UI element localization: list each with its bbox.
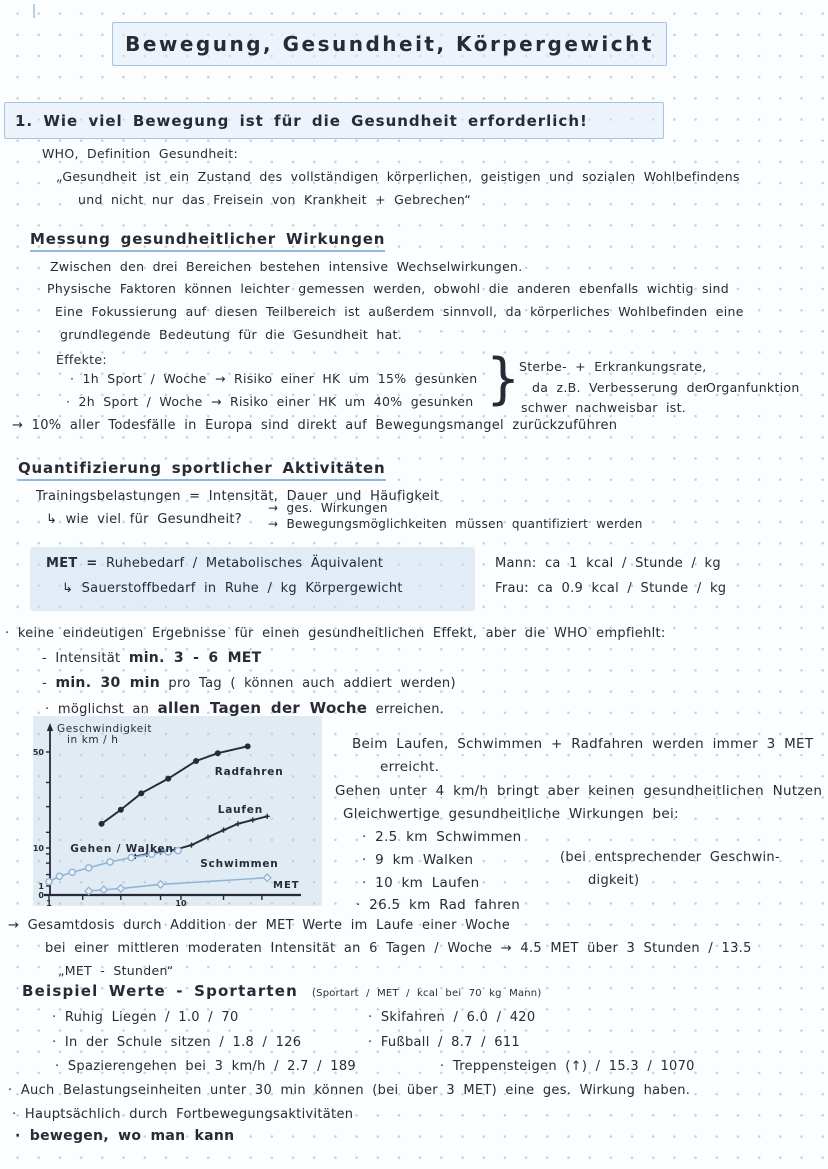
item3-post: erreichen. [367,702,445,717]
chart-note-line3: Gehen unter 4 km/h bringt aber keinen gesundheitlichen Nutzen [335,783,823,799]
met-line1-rest: Ruhebedarf / Metabolisches Äquivalent [97,556,384,571]
svg-text:1: 1 [46,899,52,906]
chart-note-item3: · 10 km Laufen [362,875,480,891]
beispiel-left-2: · In der Schule sitzen / 1.8 / 126 [52,1035,302,1050]
quant-line2: ↳ wie viel für Gesundheit? [46,512,242,527]
bracket-note-line2: da z.B. Verbesserung der [532,380,709,395]
who-quote-line1: „Gesundheit ist ein Zustand des vollständigen körperlichen, geistigen und sozialen Wohlbefindens [56,169,740,184]
met-speed-chart [33,716,322,906]
beispiel-right-1: · Skifahren / 6.0 / 420 [368,1010,536,1025]
beispiele-heading [22,984,541,1001]
section1-heading-box [4,102,664,139]
svg-text:10: 10 [175,899,187,906]
curly-brace: } [486,346,521,411]
messung-line3: Eine Fokussierung auf diesen Teilbereich ist außerdem sinnvoll, da körperliches Wohlbefinden eine [55,304,744,319]
bracket-note-line3: schwer nachweisbar ist. [521,400,687,415]
beispiel-left-1: · Ruhig Liegen / 1.0 / 70 [52,1010,239,1025]
quant-branch1: → ges. Wirkungen [268,501,388,515]
messung-heading: Messung gesundheitlicher Wirkungen [30,230,385,252]
messung-line1: Zwischen den drei Bereichen bestehen intensive Wechselwirkungen. [50,259,523,274]
svg-text:Schwimmen: Schwimmen [200,857,279,870]
svg-text:MET: MET [273,880,300,891]
beispiele-heading-note: (Sportart / MET / kcal bei 70 kg Mann) [312,988,542,999]
chart-note-line4: Gleichwertige gesundheitliche Wirkungen bei: [343,806,679,822]
chart-note-aside2: digkeit) [588,873,640,888]
who-definition-label: WHO, Definition Gesundheit: [42,146,239,161]
met-line2: ↳ Sauerstoffbedarf in Ruhe / kg Körpergewicht [62,581,403,596]
chart-panel [33,716,322,906]
beispiel-right-2: · Fußball / 8.7 / 611 [368,1035,520,1050]
svg-text:1: 1 [38,882,44,891]
item3-pre: · möglichst an [45,702,158,717]
beispiel-right-3: · Treppensteigen (↑) / 15.3 / 1070 [440,1059,695,1074]
who-quote-line2: und nicht nur das Freisein von Krankheit + Gebrechen“ [78,192,471,207]
beispiele-heading-text: Beispiel Werte - Sportarten [22,982,299,1000]
svg-text:0: 0 [38,891,44,900]
gesamtdosis-line3: „MET - Stunden“ [58,963,174,978]
met-frau-value: Frau: ca 0.9 kcal / Stunde / kg [495,581,727,596]
schluss-line2: · Hauptsächlich durch Fortbewegungsaktivitäten [12,1107,354,1122]
item2-post: pro Tag ( können auch addiert werden) [160,676,456,691]
chart-note-line1: Beim Laufen, Schwimmen + Radfahren werden immer 3 MET [352,736,814,752]
who-empfehlung-item1 [42,651,262,666]
who-empfehlung-item2 [42,676,456,691]
section1-heading: 1. Wie viel Bewegung ist für die Gesundheit erforderlich! [15,111,588,130]
page-title: Bewegung, Gesundheit, Körpergewicht [125,32,654,56]
gesamtdosis-line1: → Gesamtdosis durch Addition der MET Werte im Laufe einer Woche [8,918,511,933]
chart-note-aside1: (bei entsprechender Geschwin- [560,850,780,865]
item2-pre: - [42,676,56,691]
messung-line2: Physische Faktoren können leichter gemessen werden, obwohl die anderen ebenfalls wichtig sind [47,281,729,296]
quantifizierung-heading: Quantifizierung sportlicher Aktivitäten [18,459,386,481]
bracket-note-line1: Sterbe- + Erkrankungsrate, [519,359,707,374]
effekt-line2: · 2h Sport / Woche → Risiko einer HK um 40% gesunken [66,394,474,409]
met-mann-value: Mann: ca 1 kcal / Stunde / kg [495,556,721,571]
chart-note-item2: · 9 km Walken [362,852,474,868]
messung-line4: grundlegende Bedeutung für die Gesundheit hat. [60,327,403,342]
met-term: MET = [46,556,98,571]
met-line1 [46,556,383,571]
item3-bold: allen Tagen der Woche [157,699,368,717]
gesamtdosis-line2: bei einer mittleren moderaten Intensität an 6 Tagen / Woche → 4.5 MET über 3 Stunden / 13.5 [45,941,752,956]
chart-note-item4: · 26.5 km Rad fahren [356,897,521,913]
svg-text:in km / h: in km / h [67,734,119,746]
svg-text:Laufen: Laufen [217,803,264,816]
svg-text:Gehen / Walken: Gehen / Walken [70,843,174,856]
page-edge-mark [33,4,35,18]
schluss-line1: · Auch Belastungseinheiten unter 30 min können (bei über 3 MET) eine ges. Wirkung haben. [8,1083,691,1098]
page-title-box [112,22,667,66]
quant-branch2: → Bewegungsmöglichkeiten müssen quantifiziert werden [268,517,643,531]
svg-text:Geschwindigkeit: Geschwindigkeit [57,723,153,735]
item1-bold: min. 3 - 6 MET [128,650,262,666]
effekt-line1: · 1h Sport / Woche → Risiko einer HK um 15% gesunken [70,371,478,386]
beispiel-left-3: · Spazierengehen bei 3 km/h / 2.7 / 189 [55,1059,357,1074]
quant-line1: Trainingsbelastungen = Intensität, Dauer und Häufigkeit [36,489,440,504]
schluss-line3: · bewegen, wo man kann [15,1128,235,1144]
chart-note-item1: · 2.5 km Schwimmen [362,829,522,845]
who-empfehlung-item3 [45,701,444,717]
svg-text:Radfahren: Radfahren [214,766,284,779]
messung-conclusion: → 10% aller Todesfälle in Europa sind direkt auf Bewegungsmangel zurückzuführen [12,418,618,433]
chart-note-line2: erreicht. [380,759,440,775]
item2-bold: min. 30 min [55,675,160,691]
effekte-label: Effekte: [56,352,107,367]
who-empfehlung-intro: · keine eindeutigen Ergebnisse für einen gesundheitlichen Effekt, aber die WHO empfiehlt: [5,626,666,641]
svg-text:10: 10 [33,844,44,853]
item1-pre: - Intensität [42,651,129,666]
svg-text:50: 50 [33,748,44,757]
bracket-note-line2b: Organfunktion [706,380,800,395]
